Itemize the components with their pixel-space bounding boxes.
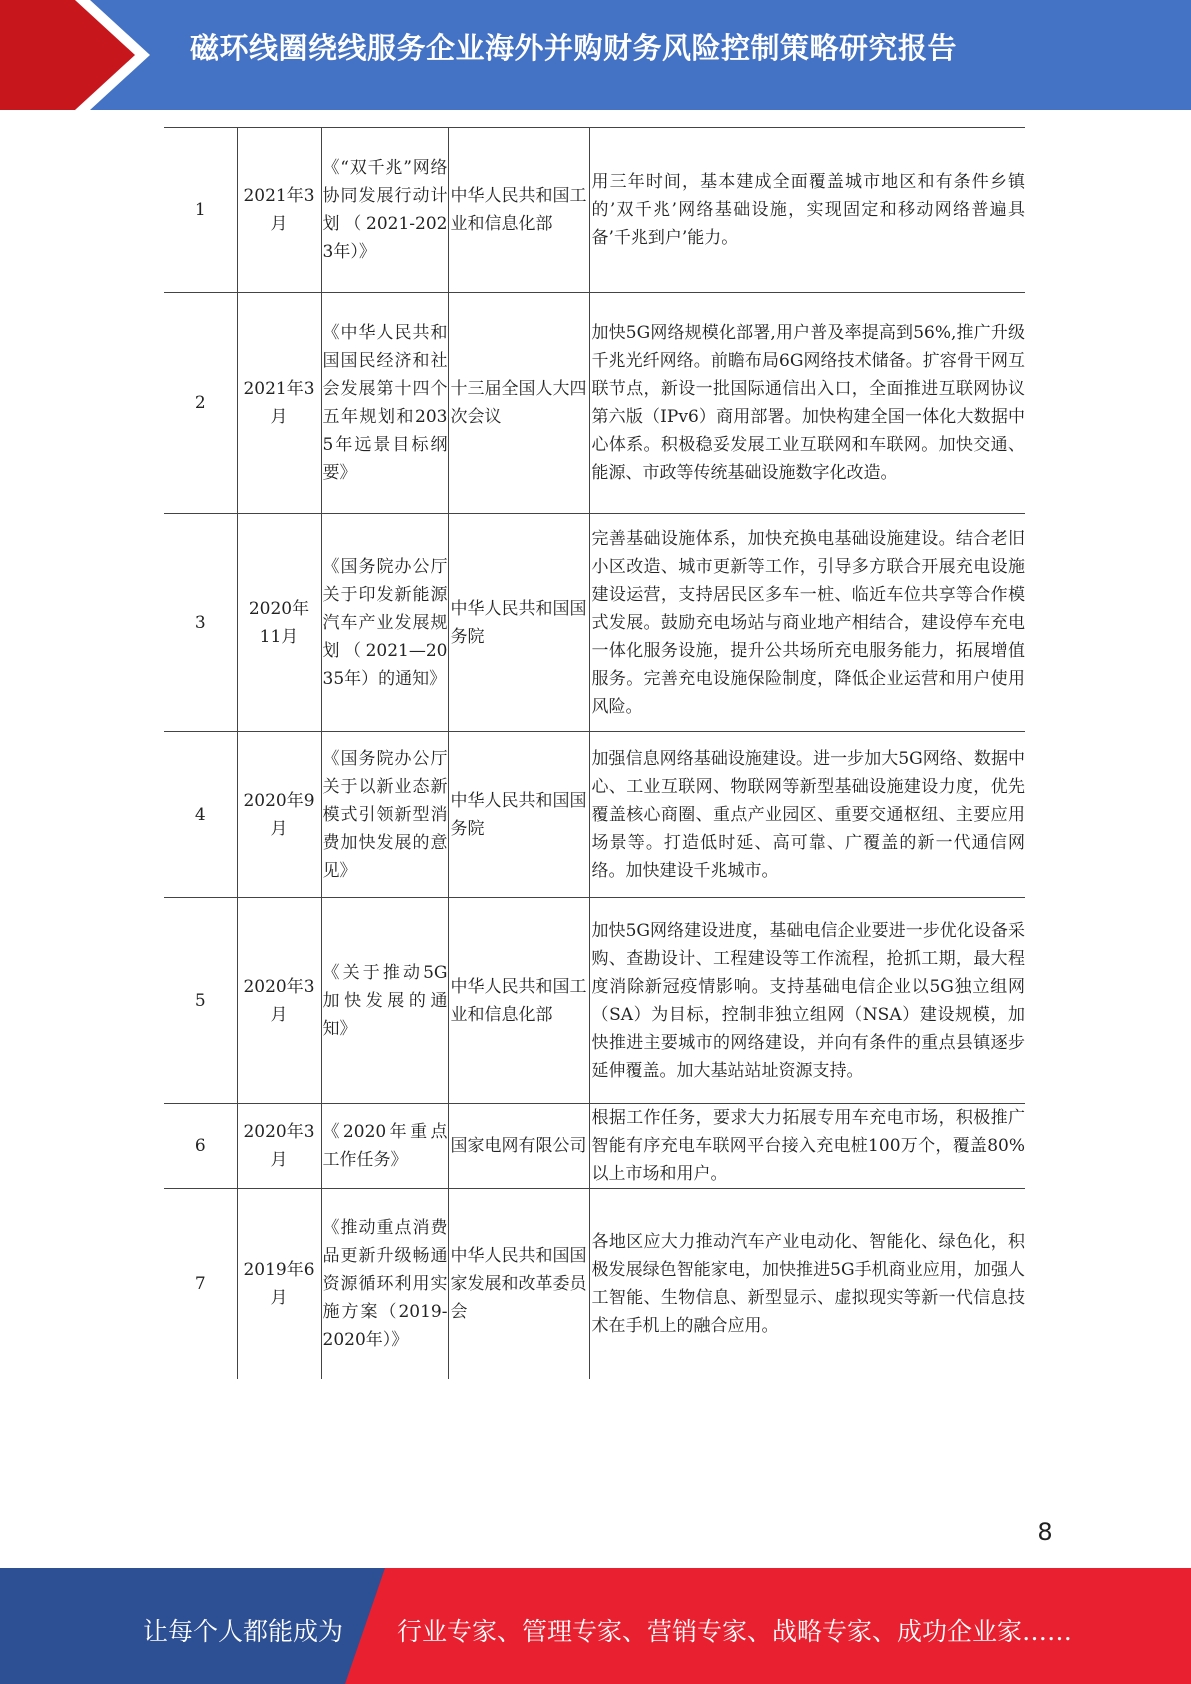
policy-summary: 各地区应大力推动汽车产业电动化、智能化、绿色化，积极发展绿色智能家电，加快推进5G手机商业应用，加强人工智能、生物信息、新型显示、虚拟现实等新一代信息技术在手机上的融合应用。	[589, 1189, 1025, 1379]
policy-name: 《关于推动5G加快发展的通知》	[321, 898, 448, 1104]
issuing-organization: 中华人民共和国国家发展和改革委员会	[448, 1189, 589, 1379]
policy-summary: 完善基础设施体系，加快充换电基础设施建设。结合老旧小区改造、城市更新等工作，引导多方联合开展充电设施建设运营，支持居民区多车一桩、临近车位共享等合作模式发展。鼓励充电场站与商业地产相结合，建设停车充电一体化服务设施，提升公共场所充电服务能力，拓展增值服务。完善充电设施保险制度，降低企业运营和用户使用风险。	[589, 514, 1025, 732]
row-date: 2020年3月	[237, 1104, 321, 1189]
row-date: 2021年3月	[237, 128, 321, 293]
policy-summary: 加快5G网络规模化部署,用户普及率提高到56%,推广升级千兆光纤网络。前瞻布局6G网络技术储备。扩容骨干网互联节点，新设一批国际通信出入口，全面推进互联网协议第六版（IPv6）商用部署。加快构建全国一体化大数据中心体系。积极稳妥发展工业互联网和车联网。加快交通、能源、市政等传统基础设施数字化改造。	[589, 293, 1025, 514]
row-number: 2	[164, 293, 237, 514]
policy-name: 《国务院办公厅关于印发新能源汽车产业发展规划（2021—2035年）的通知》	[321, 514, 448, 732]
issuing-organization: 国家电网有限公司	[448, 1104, 589, 1189]
policy-name: 《“双千兆”网络协同发展行动计划（2021-2023年）》	[321, 128, 448, 293]
row-number: 7	[164, 1189, 237, 1379]
row-number: 5	[164, 898, 237, 1104]
row-date: 2021年3月	[237, 293, 321, 514]
issuing-organization: 中华人民共和国工业和信息化部	[448, 898, 589, 1104]
issuing-organization: 中华人民共和国国务院	[448, 732, 589, 898]
row-number: 4	[164, 732, 237, 898]
row-date: 2020年9月	[237, 732, 321, 898]
row-date: 2020年3月	[237, 898, 321, 1104]
row-number: 3	[164, 514, 237, 732]
row-number: 6	[164, 1104, 237, 1189]
policy-name: 《推动重点消费品更新升级畅通资源循环利用实施方案（2019-2020年）》	[321, 1189, 448, 1379]
policy-summary: 根据工作任务，要求大力拓展专用车充电市场，积极推广智能有序充电车联网平台接入充电桩100万个，覆盖80%以上市场和用户。	[589, 1104, 1025, 1189]
issuing-organization: 中华人民共和国国务院	[448, 514, 589, 732]
policy-summary: 用三年时间，基本建成全面覆盖城市地区和有条件乡镇的’双千兆’网络基础设施，实现固定和移动网络普遍具备’千兆到户’能力。	[589, 128, 1025, 293]
issuing-organization: 中华人民共和国工业和信息化部	[448, 128, 589, 293]
policy-name: 《中华人民共和国国民经济和社会发展第十四个五年规划和2035年远景目标纲要》	[321, 293, 448, 514]
table-row	[164, 293, 1025, 514]
policy-summary: 加强信息网络基础设施建设。进一步加大5G网络、数据中心、工业互联网、物联网等新型基础设施建设力度，优先覆盖核心商圈、重点产业园区、重要交通枢纽、主要应用场景等。打造低时延、高可靠、广覆盖的新一代通信网络。加快建设千兆城市。	[589, 732, 1025, 898]
table-row	[164, 1189, 1025, 1379]
page-header	[0, 0, 1191, 110]
policy-summary: 加快5G网络建设进度，基础电信企业要进一步优化设备采购、查勘设计、工程建设等工作流程，抢抓工期，最大程度消除新冠疫情影响。支持基础电信企业以5G独立组网（SA）为目标，控制非独立组网（NSA）建设规模，加快推进主要城市的网络建设，并向有条件的重点县镇逐步延伸覆盖。加大基站站址资源支持。	[589, 898, 1025, 1104]
table-row	[164, 514, 1025, 732]
table-row	[164, 128, 1025, 293]
footer-slogan-right: 行业专家、管理专家、营销专家、战略专家、成功企业家……	[397, 1617, 1073, 1646]
issuing-organization: 十三届全国人大四次会议	[448, 293, 589, 514]
page-footer	[0, 1568, 1191, 1684]
table-row	[164, 898, 1025, 1104]
policy-name: 《国务院办公厅关于以新业态新模式引领新型消费加快发展的意见》	[321, 732, 448, 898]
row-date: 2020年11月	[237, 514, 321, 732]
report-title: 磁环线圈绕线服务企业海外并购财务风险控制策略研究报告	[190, 31, 958, 65]
table-row	[164, 1104, 1025, 1189]
footer-slogan-left: 让每个人都能成为	[143, 1617, 344, 1646]
policy-table	[164, 127, 1025, 1379]
row-number: 1	[164, 128, 237, 293]
page-number: 8	[1037, 1518, 1053, 1546]
row-date: 2019年6月	[237, 1189, 321, 1379]
policy-name: 《2020年重点工作任务》	[321, 1104, 448, 1189]
table-row	[164, 732, 1025, 898]
